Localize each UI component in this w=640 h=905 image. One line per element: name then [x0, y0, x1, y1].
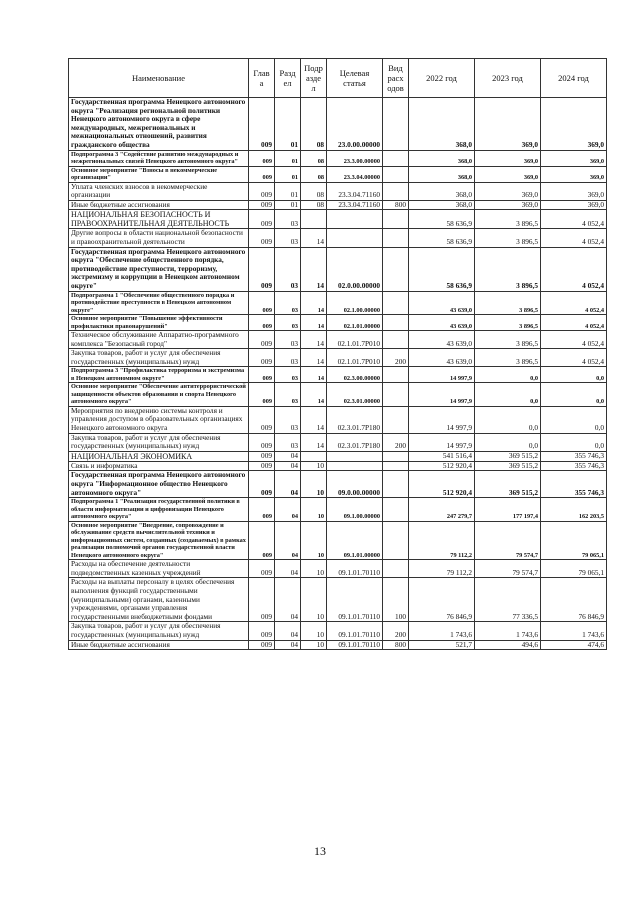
row-kind: [383, 521, 409, 560]
row-chapter: 009: [249, 98, 275, 151]
row-value-2024: 4 052,4: [541, 210, 607, 229]
row-chapter: 009: [249, 622, 275, 640]
row-target: 23.3.04.71160: [327, 182, 383, 200]
row-chapter: 009: [249, 247, 275, 291]
row-section: 03: [275, 315, 301, 331]
row-section: 01: [275, 166, 301, 182]
row-section: 04: [275, 640, 301, 650]
row-section: 04: [275, 560, 301, 578]
row-value-2023: 369 515,2: [475, 471, 541, 498]
row-kind: [383, 315, 409, 331]
row-chapter: 009: [249, 331, 275, 349]
row-subsection: 10: [301, 622, 327, 640]
row-value-2022: 368,0: [409, 98, 475, 151]
row-section: 03: [275, 433, 301, 451]
row-value-2024: 76 846,9: [541, 578, 607, 622]
row-kind: [383, 210, 409, 229]
table-row: [69, 166, 607, 182]
row-value-2023: 3 896,5: [475, 291, 541, 315]
row-subsection: 14: [301, 331, 327, 349]
table-row: [69, 210, 607, 229]
row-value-2022: 58 636,9: [409, 229, 475, 247]
row-kind: [383, 229, 409, 247]
row-subsection: 14: [301, 315, 327, 331]
table-row: [69, 521, 607, 560]
row-target: 09.1.01.70110: [327, 560, 383, 578]
table-row: [69, 182, 607, 200]
row-value-2024: 4 052,4: [541, 291, 607, 315]
table-row: [69, 291, 607, 315]
row-target: 02.3.01.00000: [327, 383, 383, 407]
row-name: Техническое обслуживание Аппаратно-программного комплекса "Безопасный город": [69, 331, 249, 349]
row-subsection: 08: [301, 98, 327, 151]
row-value-2023: 0,0: [475, 433, 541, 451]
row-value-2024: 0,0: [541, 383, 607, 407]
row-kind: [383, 451, 409, 461]
row-kind: [383, 471, 409, 498]
row-name: Закупка товаров, работ и услуг для обеспечения государственных (муниципальных) нужд: [69, 622, 249, 640]
row-section: 01: [275, 98, 301, 151]
row-subsection: 14: [301, 367, 327, 383]
row-target: 09.1.01.70110: [327, 578, 383, 622]
row-kind: [383, 560, 409, 578]
table-header-row: [69, 59, 607, 98]
row-value-2024: 1 743,6: [541, 622, 607, 640]
row-value-2023: 369,0: [475, 98, 541, 151]
row-section: 03: [275, 349, 301, 367]
row-target: 09.1.00.00000: [327, 498, 383, 522]
row-kind: [383, 150, 409, 166]
row-value-2022: 541 516,4: [409, 451, 475, 461]
row-chapter: 009: [249, 640, 275, 650]
row-section: 04: [275, 451, 301, 461]
row-value-2022: 368,0: [409, 150, 475, 166]
table-row: [69, 461, 607, 471]
row-target: 02.1.01.7Р010: [327, 331, 383, 349]
table-row: [69, 98, 607, 151]
row-value-2024: 0,0: [541, 367, 607, 383]
row-chapter: 009: [249, 451, 275, 461]
row-value-2023: 79 574,7: [475, 560, 541, 578]
row-target: 09.1.01.70110: [327, 622, 383, 640]
row-value-2024: 355 746,3: [541, 451, 607, 461]
table-row: [69, 640, 607, 650]
row-subsection: 14: [301, 383, 327, 407]
row-subsection: 08: [301, 166, 327, 182]
row-kind: 200: [383, 622, 409, 640]
row-value-2024: 162 203,5: [541, 498, 607, 522]
row-name: Иные бюджетные ассигнования: [69, 200, 249, 210]
row-value-2024: 474,6: [541, 640, 607, 650]
row-value-2024: 369,0: [541, 182, 607, 200]
row-value-2023: 0,0: [475, 406, 541, 433]
row-name: НАЦИОНАЛЬНАЯ БЕЗОПАСНОСТЬ И ПРАВООХРАНИТЕЛЬНАЯ ДЕЯТЕЛЬНОСТЬ: [69, 210, 249, 229]
row-value-2024: 4 052,4: [541, 229, 607, 247]
row-value-2024: 0,0: [541, 406, 607, 433]
row-kind: [383, 461, 409, 471]
row-name: Основное мероприятие "Повышение эффективности профилактики правонарушений": [69, 315, 249, 331]
row-value-2022: 1 743,6: [409, 622, 475, 640]
header-section: Разд ел: [275, 59, 301, 98]
row-target: [327, 229, 383, 247]
row-chapter: 009: [249, 229, 275, 247]
row-target: 23.3.04.71160: [327, 200, 383, 210]
row-target: 23.3.04.00000: [327, 166, 383, 182]
row-value-2024: 369,0: [541, 98, 607, 151]
row-kind: 200: [383, 349, 409, 367]
row-target: 02.3.00.00000: [327, 367, 383, 383]
row-target: 23.3.00.00000: [327, 150, 383, 166]
row-value-2023: 77 336,5: [475, 578, 541, 622]
row-section: 04: [275, 521, 301, 560]
row-target: 02.1.00.00000: [327, 291, 383, 315]
row-name: Подпрограмма 1 "Реализация государственной политики в области информатизации и цифровизации Ненецкого автономного округа": [69, 498, 249, 522]
row-section: 01: [275, 150, 301, 166]
row-subsection: 14: [301, 349, 327, 367]
row-section: 04: [275, 498, 301, 522]
header-name: Наименование: [69, 59, 249, 98]
row-subsection: 08: [301, 150, 327, 166]
table-row: [69, 383, 607, 407]
row-value-2023: 0,0: [475, 367, 541, 383]
header-2023: 2023 год: [475, 59, 541, 98]
row-value-2022: 368,0: [409, 182, 475, 200]
row-value-2022: 512 920,4: [409, 461, 475, 471]
row-value-2022: 76 846,9: [409, 578, 475, 622]
row-value-2024: 4 052,4: [541, 315, 607, 331]
row-name: Основное мероприятие "Внедрение, сопровождение и обслуживание средств вычислительной техники и информационных систем, созданных (создаваемых) в рамках реализации полномочий органов государственной власти Ненецкого автономного округа": [69, 521, 249, 560]
row-target: 23.0.00.00000: [327, 98, 383, 151]
row-value-2022: 43 639,0: [409, 331, 475, 349]
row-subsection: 14: [301, 406, 327, 433]
header-subsection: Подр азде л: [301, 59, 327, 98]
row-name: Подпрограмма 3 "Профилактика терроризма и экстремизма в Ненецком автономном округе": [69, 367, 249, 383]
row-value-2023: 79 574,7: [475, 521, 541, 560]
table-row: [69, 471, 607, 498]
row-value-2024: 0,0: [541, 433, 607, 451]
row-value-2024: 369,0: [541, 200, 607, 210]
row-value-2023: 369,0: [475, 182, 541, 200]
row-subsection: 14: [301, 291, 327, 315]
row-kind: 200: [383, 433, 409, 451]
row-target: 02.1.01.7Р010: [327, 349, 383, 367]
row-chapter: 009: [249, 383, 275, 407]
row-value-2022: 368,0: [409, 166, 475, 182]
row-section: 01: [275, 182, 301, 200]
table-body: [69, 98, 607, 650]
row-value-2023: 3 896,5: [475, 331, 541, 349]
row-value-2023: 369 515,2: [475, 451, 541, 461]
row-value-2022: 14 997,9: [409, 383, 475, 407]
row-subsection: 14: [301, 247, 327, 291]
row-chapter: 009: [249, 433, 275, 451]
row-name: Государственная программа Ненецкого автономного округа "Обеспечение общественного порядка, противодействие преступности, терроризму, экстремизму и коррупции в Ненецком автономном округе": [69, 247, 249, 291]
row-name: Государственная программа Ненецкого автономного округа "Информационное общество Ненецкого автономного округа": [69, 471, 249, 498]
row-kind: [383, 331, 409, 349]
row-kind: [383, 367, 409, 383]
row-chapter: 009: [249, 349, 275, 367]
row-value-2024: 355 746,3: [541, 471, 607, 498]
row-target: 09.1.01.70110: [327, 640, 383, 650]
table-row: [69, 349, 607, 367]
table-row: [69, 406, 607, 433]
row-chapter: 009: [249, 461, 275, 471]
row-kind: [383, 406, 409, 433]
row-value-2024: 369,0: [541, 150, 607, 166]
header-2022: 2022 год: [409, 59, 475, 98]
row-subsection: 10: [301, 521, 327, 560]
row-name: Расходы на обеспечение деятельности подведомственных казенных учреждений: [69, 560, 249, 578]
row-section: 03: [275, 210, 301, 229]
table-row: [69, 451, 607, 461]
row-value-2024: 79 065,1: [541, 521, 607, 560]
table-row: [69, 622, 607, 640]
row-value-2022: 247 279,7: [409, 498, 475, 522]
row-chapter: 009: [249, 200, 275, 210]
row-kind: 800: [383, 200, 409, 210]
row-value-2022: 14 997,9: [409, 367, 475, 383]
row-value-2022: 14 997,9: [409, 406, 475, 433]
table-row: [69, 331, 607, 349]
row-value-2022: 14 997,9: [409, 433, 475, 451]
row-chapter: 009: [249, 560, 275, 578]
table-row: [69, 367, 607, 383]
row-value-2024: 355 746,3: [541, 461, 607, 471]
row-name: Закупка товаров, работ и услуг для обеспечения государственных (муниципальных) нужд: [69, 433, 249, 451]
row-value-2022: 43 639,0: [409, 349, 475, 367]
row-value-2024: 369,0: [541, 166, 607, 182]
row-name: Подпрограмма 3 "Содействие развитию международных и межрегиональных связей Ненецкого автономного округа": [69, 150, 249, 166]
header-kind: Вид расх одов: [383, 59, 409, 98]
row-chapter: 009: [249, 521, 275, 560]
row-target: [327, 461, 383, 471]
row-chapter: 009: [249, 578, 275, 622]
row-value-2023: 177 197,4: [475, 498, 541, 522]
row-value-2023: 3 896,5: [475, 315, 541, 331]
row-section: 04: [275, 471, 301, 498]
row-chapter: 009: [249, 315, 275, 331]
row-target: 09.1.01.00000: [327, 521, 383, 560]
row-chapter: 009: [249, 471, 275, 498]
table-row: [69, 578, 607, 622]
row-subsection: 10: [301, 471, 327, 498]
row-value-2023: 494,6: [475, 640, 541, 650]
header-2024: 2024 год: [541, 59, 607, 98]
row-kind: [383, 383, 409, 407]
row-section: 03: [275, 406, 301, 433]
row-name: Расходы на выплаты персоналу в целях обеспечения выполнения функций государственными (муниципальными) органами, казенными учреждениями, органами управления государственными внебюджетными фондами: [69, 578, 249, 622]
row-chapter: 009: [249, 367, 275, 383]
table-row: [69, 200, 607, 210]
row-value-2024: 4 052,4: [541, 349, 607, 367]
row-section: 03: [275, 229, 301, 247]
row-name: Другие вопросы в области национальной безопасности и правоохранительной деятельности: [69, 229, 249, 247]
row-section: 03: [275, 383, 301, 407]
row-target: 02.0.00.00000: [327, 247, 383, 291]
budget-table-container: [68, 58, 606, 650]
row-name: Уплата членских взносов в некоммерческие организации: [69, 182, 249, 200]
row-name: Закупка товаров, работ и услуг для обеспечения государственных (муниципальных) нужд: [69, 349, 249, 367]
row-subsection: [301, 451, 327, 461]
row-subsection: 14: [301, 433, 327, 451]
row-value-2022: 79 112,2: [409, 560, 475, 578]
header-target: Целевая статья: [327, 59, 383, 98]
row-value-2022: 521,7: [409, 640, 475, 650]
row-value-2023: 1 743,6: [475, 622, 541, 640]
row-kind: 800: [383, 640, 409, 650]
row-target: 09.0.00.00000: [327, 471, 383, 498]
row-value-2022: 43 639,0: [409, 291, 475, 315]
row-value-2022: 58 636,9: [409, 247, 475, 291]
row-value-2024: 79 065,1: [541, 560, 607, 578]
row-name: Мероприятия по внедрению системы контроля и управления доступом в образовательных организациях Ненецкого автономного округа: [69, 406, 249, 433]
row-name: Связь и информатика: [69, 461, 249, 471]
row-subsection: 10: [301, 578, 327, 622]
row-chapter: 009: [249, 291, 275, 315]
row-subsection: 08: [301, 200, 327, 210]
row-name: НАЦИОНАЛЬНАЯ ЭКОНОМИКА: [69, 451, 249, 461]
row-value-2023: 3 896,5: [475, 210, 541, 229]
row-chapter: 009: [249, 406, 275, 433]
row-name: Основное мероприятие "Обеспечение антитеррористической защищенности объектов образования и спорта Ненецкого автономного округа": [69, 383, 249, 407]
row-kind: [383, 291, 409, 315]
table-row: [69, 150, 607, 166]
row-section: 03: [275, 367, 301, 383]
table-row: [69, 498, 607, 522]
row-section: 03: [275, 291, 301, 315]
row-chapter: 009: [249, 210, 275, 229]
row-target: [327, 210, 383, 229]
row-subsection: 10: [301, 461, 327, 471]
row-target: 02.1.01.00000: [327, 315, 383, 331]
row-section: 04: [275, 622, 301, 640]
row-subsection: 10: [301, 498, 327, 522]
row-section: 04: [275, 578, 301, 622]
row-section: 01: [275, 200, 301, 210]
row-name: Подпрограмма 1 "Обеспечение общественного порядка и противодействие преступности в Ненецком автономном округе": [69, 291, 249, 315]
row-target: 02.3.01.7Р180: [327, 433, 383, 451]
row-value-2023: 369,0: [475, 150, 541, 166]
row-kind: [383, 498, 409, 522]
row-value-2022: 43 639,0: [409, 315, 475, 331]
row-section: 04: [275, 461, 301, 471]
row-value-2023: 369,0: [475, 200, 541, 210]
row-value-2023: 3 896,5: [475, 229, 541, 247]
row-target: 02.3.01.7Р180: [327, 406, 383, 433]
row-value-2024: 4 052,4: [541, 247, 607, 291]
row-chapter: 009: [249, 182, 275, 200]
table-row: [69, 315, 607, 331]
row-value-2023: 0,0: [475, 383, 541, 407]
table-row: [69, 560, 607, 578]
table-row: [69, 247, 607, 291]
header-chapter: Глав а: [249, 59, 275, 98]
row-section: 03: [275, 331, 301, 349]
table-row: [69, 229, 607, 247]
row-value-2022: 79 112,2: [409, 521, 475, 560]
row-kind: 100: [383, 578, 409, 622]
row-kind: [383, 247, 409, 291]
row-kind: [383, 182, 409, 200]
row-name: Основное мероприятие "Взносы в некоммерческие организации": [69, 166, 249, 182]
row-subsection: 10: [301, 640, 327, 650]
row-subsection: [301, 210, 327, 229]
budget-table: [68, 58, 607, 650]
row-subsection: 08: [301, 182, 327, 200]
row-value-2022: 58 636,9: [409, 210, 475, 229]
row-value-2023: 3 896,5: [475, 349, 541, 367]
row-subsection: 10: [301, 560, 327, 578]
row-chapter: 009: [249, 498, 275, 522]
row-subsection: 14: [301, 229, 327, 247]
row-name: Иные бюджетные ассигнования: [69, 640, 249, 650]
row-value-2023: 369 515,2: [475, 461, 541, 471]
row-kind: [383, 166, 409, 182]
row-section: 03: [275, 247, 301, 291]
row-value-2022: 368,0: [409, 200, 475, 210]
row-kind: [383, 98, 409, 151]
row-value-2024: 4 052,4: [541, 331, 607, 349]
row-value-2022: 512 920,4: [409, 471, 475, 498]
page-number: 13: [314, 844, 326, 858]
row-chapter: 009: [249, 166, 275, 182]
row-value-2023: 3 896,5: [475, 247, 541, 291]
row-target: [327, 451, 383, 461]
row-chapter: 009: [249, 150, 275, 166]
table-row: [69, 433, 607, 451]
row-name: Государственная программа Ненецкого автономного округа "Реализация региональной политики Ненецкого автономного округа в сфере международных, межрегиональных и межнациональных отношений, развития гражданского общества: [69, 98, 249, 151]
row-value-2023: 369,0: [475, 166, 541, 182]
